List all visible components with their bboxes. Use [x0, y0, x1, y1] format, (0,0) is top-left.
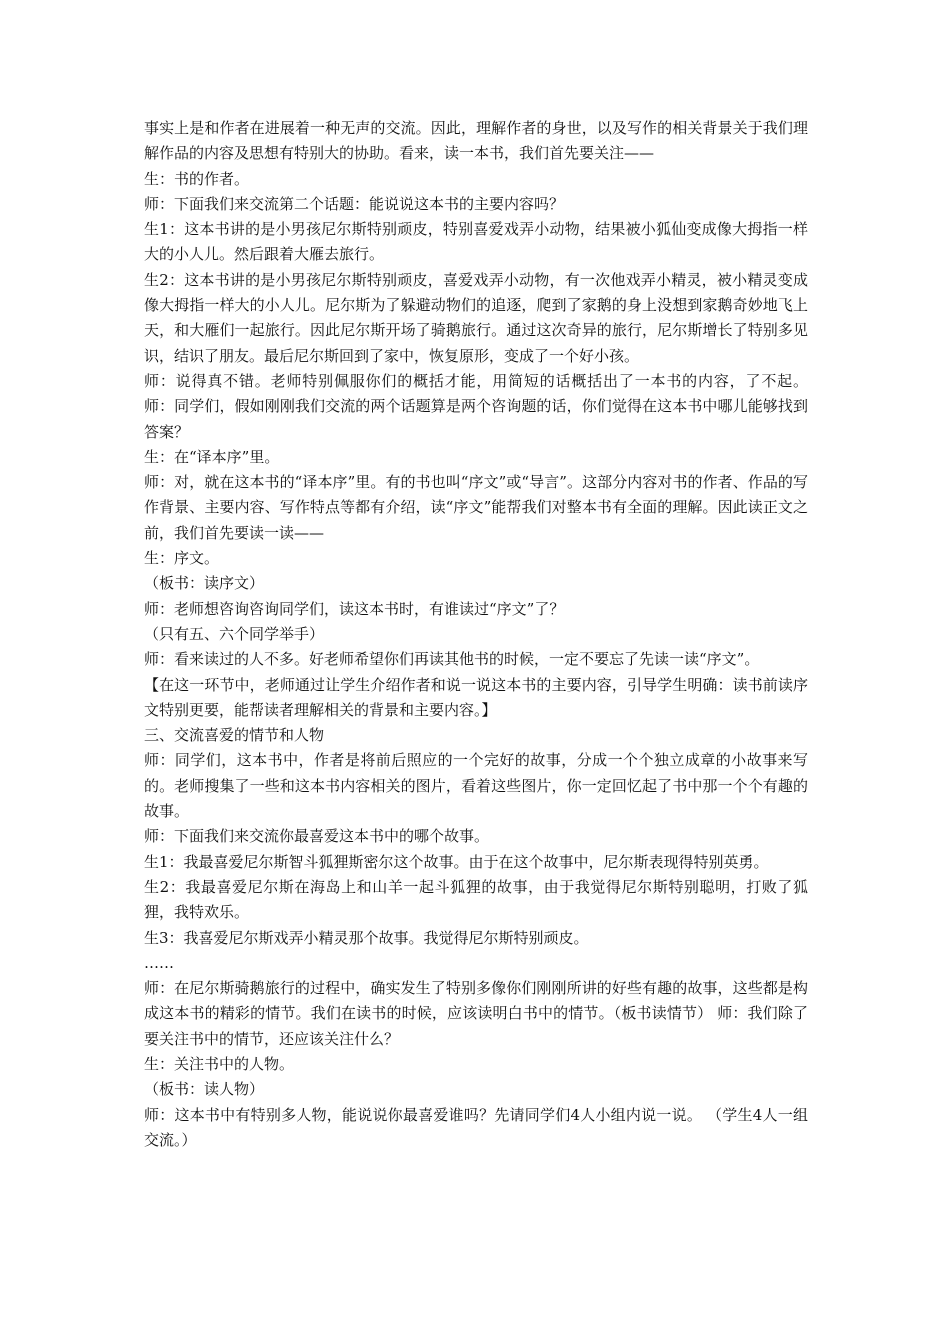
paragraph: 生：序文。: [144, 549, 220, 568]
paragraph: 【在这一环节中，老师通过让学生介绍作者和说一说这本书的主要内容，引导学生明确：读书前读序文特别更要，能帮读者理解相关的背景和主要内容。】: [144, 675, 808, 719]
paragraph: （板书：读序文）: [144, 574, 265, 593]
paragraph: 生1：我最喜爱尼尔斯智斗狐狸斯密尔这个故事。由于在这个故事中，尼尔斯表现得特别英勇。: [144, 852, 769, 871]
paragraph: 师：同学们，这本书中，作者是将前后照应的一个完好的故事，分成一个个独立成章的小故事来写的。老师搜集了一些和这本书内容相关的图片，看着这些图片，你一定回忆起了书中那一个个有趣的故事。: [144, 751, 808, 821]
paragraph: 生3：我喜爱尼尔斯戏弄小精灵那个故事。我觉得尼尔斯特别顽皮。: [144, 928, 589, 947]
paragraph: 师：在尼尔斯骑鹅旅行的过程中，确实发生了特别多像你们刚刚所讲的好些有趣的故事，这些都是构成这本书的精彩的情节。我们在读书的时候，应该读明白书中的情节。（板书读情节） 师：我们除了要关注书中的情节，还应该关注什么？: [144, 979, 808, 1048]
section-heading: 三、交流喜爱的情节和人物: [144, 726, 325, 745]
paragraph: （只有五、六个同学举手）: [144, 624, 325, 643]
paragraph: 事实上是和作者在进展着一种无声的交流。因此，理解作者的身世，以及写作的相关背景关于我们理解作品的内容及思想有特别大的协助。看来，读一本书，我们首先要关注——: [144, 119, 808, 163]
paragraph: 师：看来读过的人不多。好老师希望你们再读其他书的时候，一定不要忘了先读一读“序文”。: [144, 650, 760, 669]
paragraph: 师：对，就在这本书的“译本序”里。有的书也叫“序文”或“导言”。这部分内容对书的作者、作品的写作背景、主要内容、写作特点等都有介绍，读“序文”能帮我们对整本书有全面的理解。因此读正文之前，我们首先要读一读——: [144, 473, 808, 542]
paragraph: ……: [144, 953, 174, 972]
paragraph: 师：老师想咨询咨询同学们，读这本书时，有谁读过“序文”了？: [144, 599, 565, 618]
paragraph: 生2：这本书讲的是小男孩尼尔斯特别顽皮，喜爱戏弄小动物，有一次他戏弄小精灵，被小精灵变成像大拇指一样大的小人儿。尼尔斯为了躲避动物们的追逐，爬到了家鹅的身上没想到家鹅奇妙地飞上天，和大雁们一起旅行。因此尼尔斯开场了骑鹅旅行。通过这次奇异的旅行，尼尔斯增长了特别多见识，结识了朋友。最后尼尔斯回到了家中，恢复原形，变成了一个好小孩。: [144, 270, 808, 365]
paragraph: 师：下面我们来交流你最喜爱这本书中的哪个故事。: [144, 827, 490, 846]
document-body: [144, 116, 808, 1153]
paragraph: 生2：我最喜爱尼尔斯在海岛上和山羊一起斗狐狸的故事，由于我觉得尼尔斯特别聪明，打败了狐狸，我特欢乐。: [144, 877, 808, 922]
paragraph: （板书：读人物）: [144, 1080, 265, 1099]
paragraph: 师：说得真不错。老师特别佩服你们的概括才能，用简短的话概括出了一本书的内容，了不起。 师：同学们，假如刚刚我们交流的两个话题算是两个咨询题的话，你们觉得在这本书中哪儿能够找到答案？: [144, 371, 808, 441]
paragraph: 生：关注书中的人物。: [144, 1054, 295, 1073]
paragraph: 师：这本书中有特别多人物，能说说你最喜爱谁吗？先请同学们4人小组内说一说。 （学生4人一组交流。）: [144, 1105, 808, 1149]
paragraph: 师：下面我们来交流第二个话题：能说说这本书的主要内容吗？: [144, 194, 565, 213]
paragraph: 生：在“译本序”里。: [144, 447, 280, 466]
paragraph: 生：书的作者。: [144, 169, 250, 188]
paragraph: 生1：这本书讲的是小男孩尼尔斯特别顽皮，特别喜爱戏弄小动物，结果被小狐仙变成像大拇指一样大的小人儿。然后跟着大雁去旅行。: [144, 220, 808, 264]
